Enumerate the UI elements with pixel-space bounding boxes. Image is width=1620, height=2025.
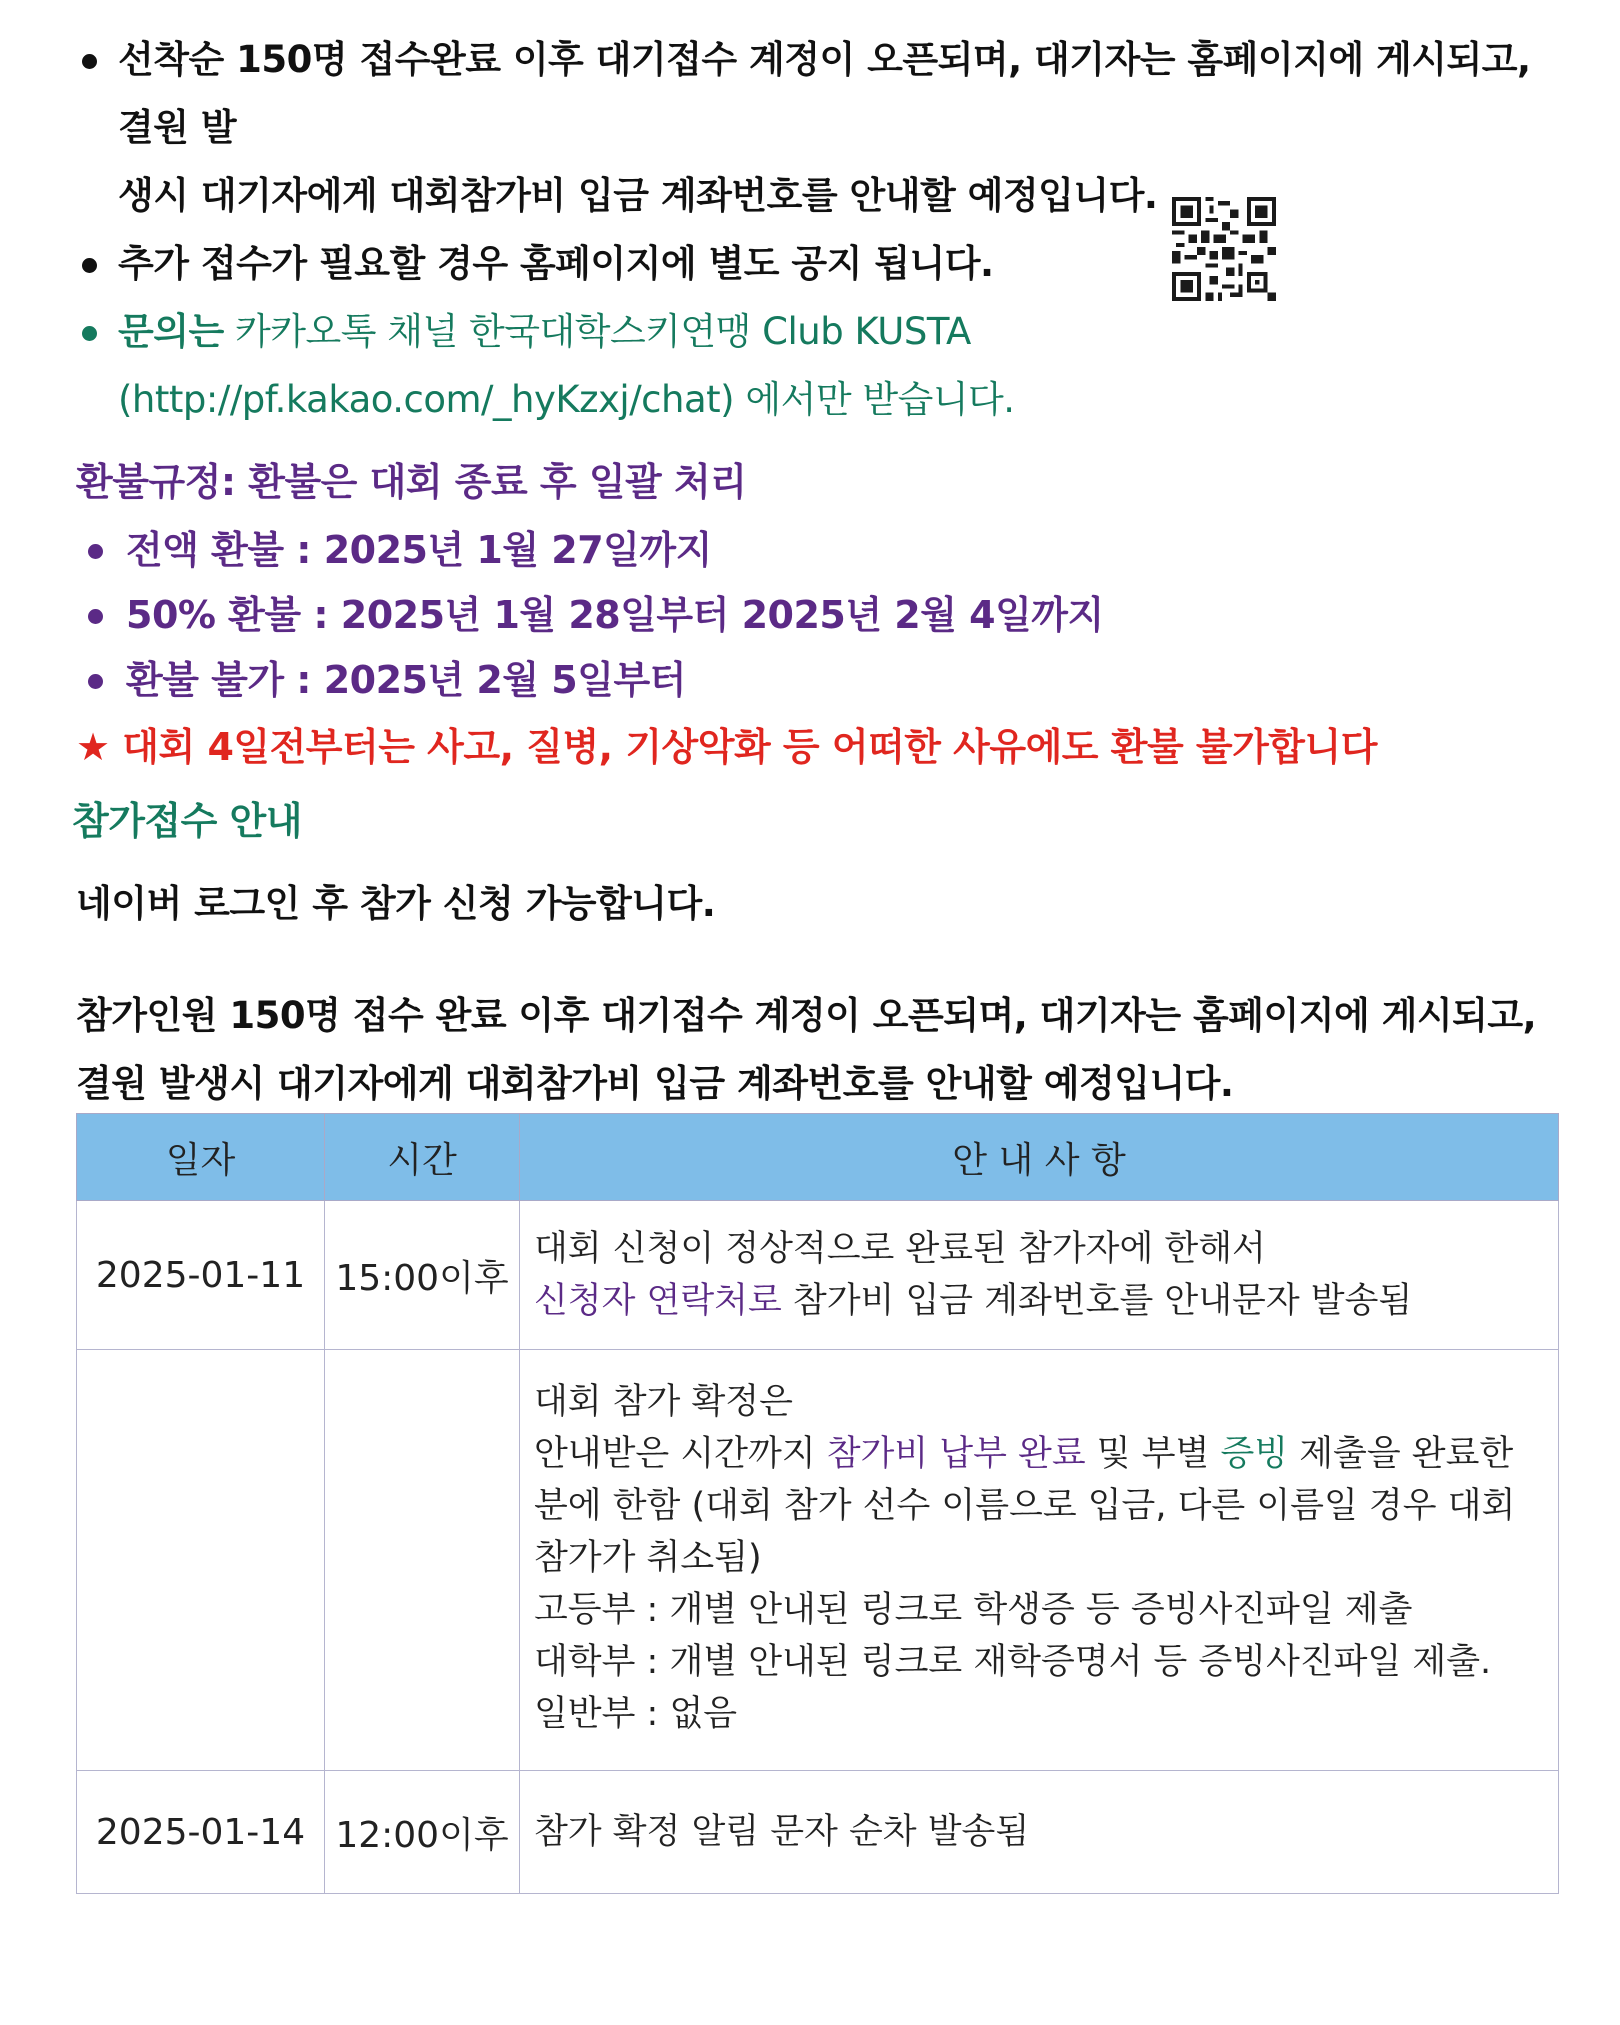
notes-line <box>534 1275 1544 1327</box>
schedule-table <box>76 1113 1559 1894</box>
bullet-dot <box>88 544 103 559</box>
bullet-text-line2: 생시 대기자에게 대회참가비 입금 계좌번호를 안내할 예정입니다. <box>118 174 1158 217</box>
row-notes <box>520 1201 1559 1350</box>
row-date: 2025-01-11 <box>77 1201 325 1350</box>
bullet-dot <box>82 258 97 273</box>
refund-item-none <box>76 648 1576 713</box>
bullet-waitlist <box>76 26 1576 230</box>
bullet-dot <box>88 609 103 624</box>
bullet-dot <box>82 326 97 341</box>
highlight-payment: 참가비 납부 완료 <box>826 1434 1086 1474</box>
bullet-text: 추가 접수가 필요할 경우 홈페이지에 별도 공지 됩니다. <box>118 242 994 285</box>
qr-code-icon <box>1172 197 1276 301</box>
highlight-contact: 신청자 연락처로 <box>534 1281 782 1321</box>
contact-link[interactable]: (http://pf.kakao.com/_hyKzxj/chat) 에서만 받습니다. <box>118 378 1015 421</box>
contact-channel: 카카오톡 채널 한국대학스키연맹 Club KUSTA <box>223 310 971 353</box>
bullet-dot <box>82 54 97 69</box>
header-notes: 안 내 사 항 <box>520 1114 1559 1201</box>
notes-text: 제출을 완료한 분에 한함 (대회 참가 선수 이름으로 입금, 다른 이름일 경우 대회 참가가 취소됨) <box>534 1434 1516 1578</box>
row-notes: 참가 확정 알림 문자 순차 발송됨 <box>520 1771 1559 1894</box>
section-title-registration: 참가접수 안내 <box>72 799 302 843</box>
refund-item-half <box>76 583 1576 648</box>
row-time <box>325 1350 520 1771</box>
refund-item-full <box>76 518 1576 583</box>
login-notice: 네이버 로그인 후 참가 신청 가능합니다. <box>76 882 716 925</box>
contact-label: 문의는 <box>118 310 224 353</box>
notes-text: 참가비 입금 계좌번호를 안내문자 발송됨 <box>781 1281 1413 1321</box>
bullet-dot <box>88 674 103 689</box>
header-time: 시간 <box>325 1114 520 1201</box>
refund-warning: ★ 대회 4일전부터는 사고, 질병, 기상악화 등 어떠한 사유에도 환불 불가합니다 <box>76 725 1377 769</box>
refund-policy <box>76 446 1576 781</box>
row-time: 12:00이후 <box>325 1771 520 1894</box>
waitlist-notice: 참가인원 150명 접수 완료 이후 대기접수 계정이 오픈되며, 대기자는 홈페이지에 게시되고, 결원 발생시 대기자에게 대회참가비 입금 계좌번호를 안내할 예정입니다. <box>76 994 1537 1105</box>
notes-line: 대회 참가 확정은 <box>534 1382 793 1422</box>
row-date <box>77 1350 325 1771</box>
row-time: 15:00이후 <box>325 1201 520 1350</box>
row-notes <box>520 1350 1559 1771</box>
refund-item-text: 50% 환불 : 2025년 1월 28일부터 2025년 2월 4일까지 <box>126 593 1104 637</box>
notes-text: 안내받은 시간까지 <box>534 1434 827 1474</box>
info-bullets <box>76 26 1576 434</box>
notes-line: 고등부 : 개별 안내된 링크로 학생증 등 증빙사진파일 제출 <box>534 1590 1413 1630</box>
refund-item-text: 전액 환불 : 2025년 1월 27일까지 <box>126 528 712 572</box>
notes-line <box>534 1428 1544 1584</box>
notes-text: 및 부별 <box>1085 1434 1221 1474</box>
highlight-proof: 증빙 <box>1220 1434 1289 1474</box>
row-date: 2025-01-14 <box>77 1771 325 1894</box>
bullet-additional <box>76 230 1576 298</box>
bullet-contact <box>76 298 1576 434</box>
notes-line: 일반부 : 없음 <box>534 1694 738 1734</box>
table-header-row <box>77 1114 1559 1201</box>
table-row <box>77 1350 1559 1771</box>
table-row <box>77 1771 1559 1894</box>
refund-title: 환불규정: 환불은 대회 종료 후 일괄 처리 <box>76 460 747 504</box>
table-row <box>77 1201 1559 1350</box>
notes-line: 대학부 : 개별 안내된 링크로 재학증명서 등 증빙사진파일 제출. <box>534 1642 1492 1682</box>
refund-item-text: 환불 불가 : 2025년 2월 5일부터 <box>126 658 686 702</box>
bullet-text-line1: 선착순 150명 접수완료 이후 대기접수 계정이 오픈되며, 대기자는 홈페이지에 게시되고, 결원 발 <box>118 38 1531 149</box>
header-date: 일자 <box>77 1114 325 1201</box>
notes-line: 대회 신청이 정상적으로 완료된 참가자에 한해서 <box>534 1229 1266 1269</box>
